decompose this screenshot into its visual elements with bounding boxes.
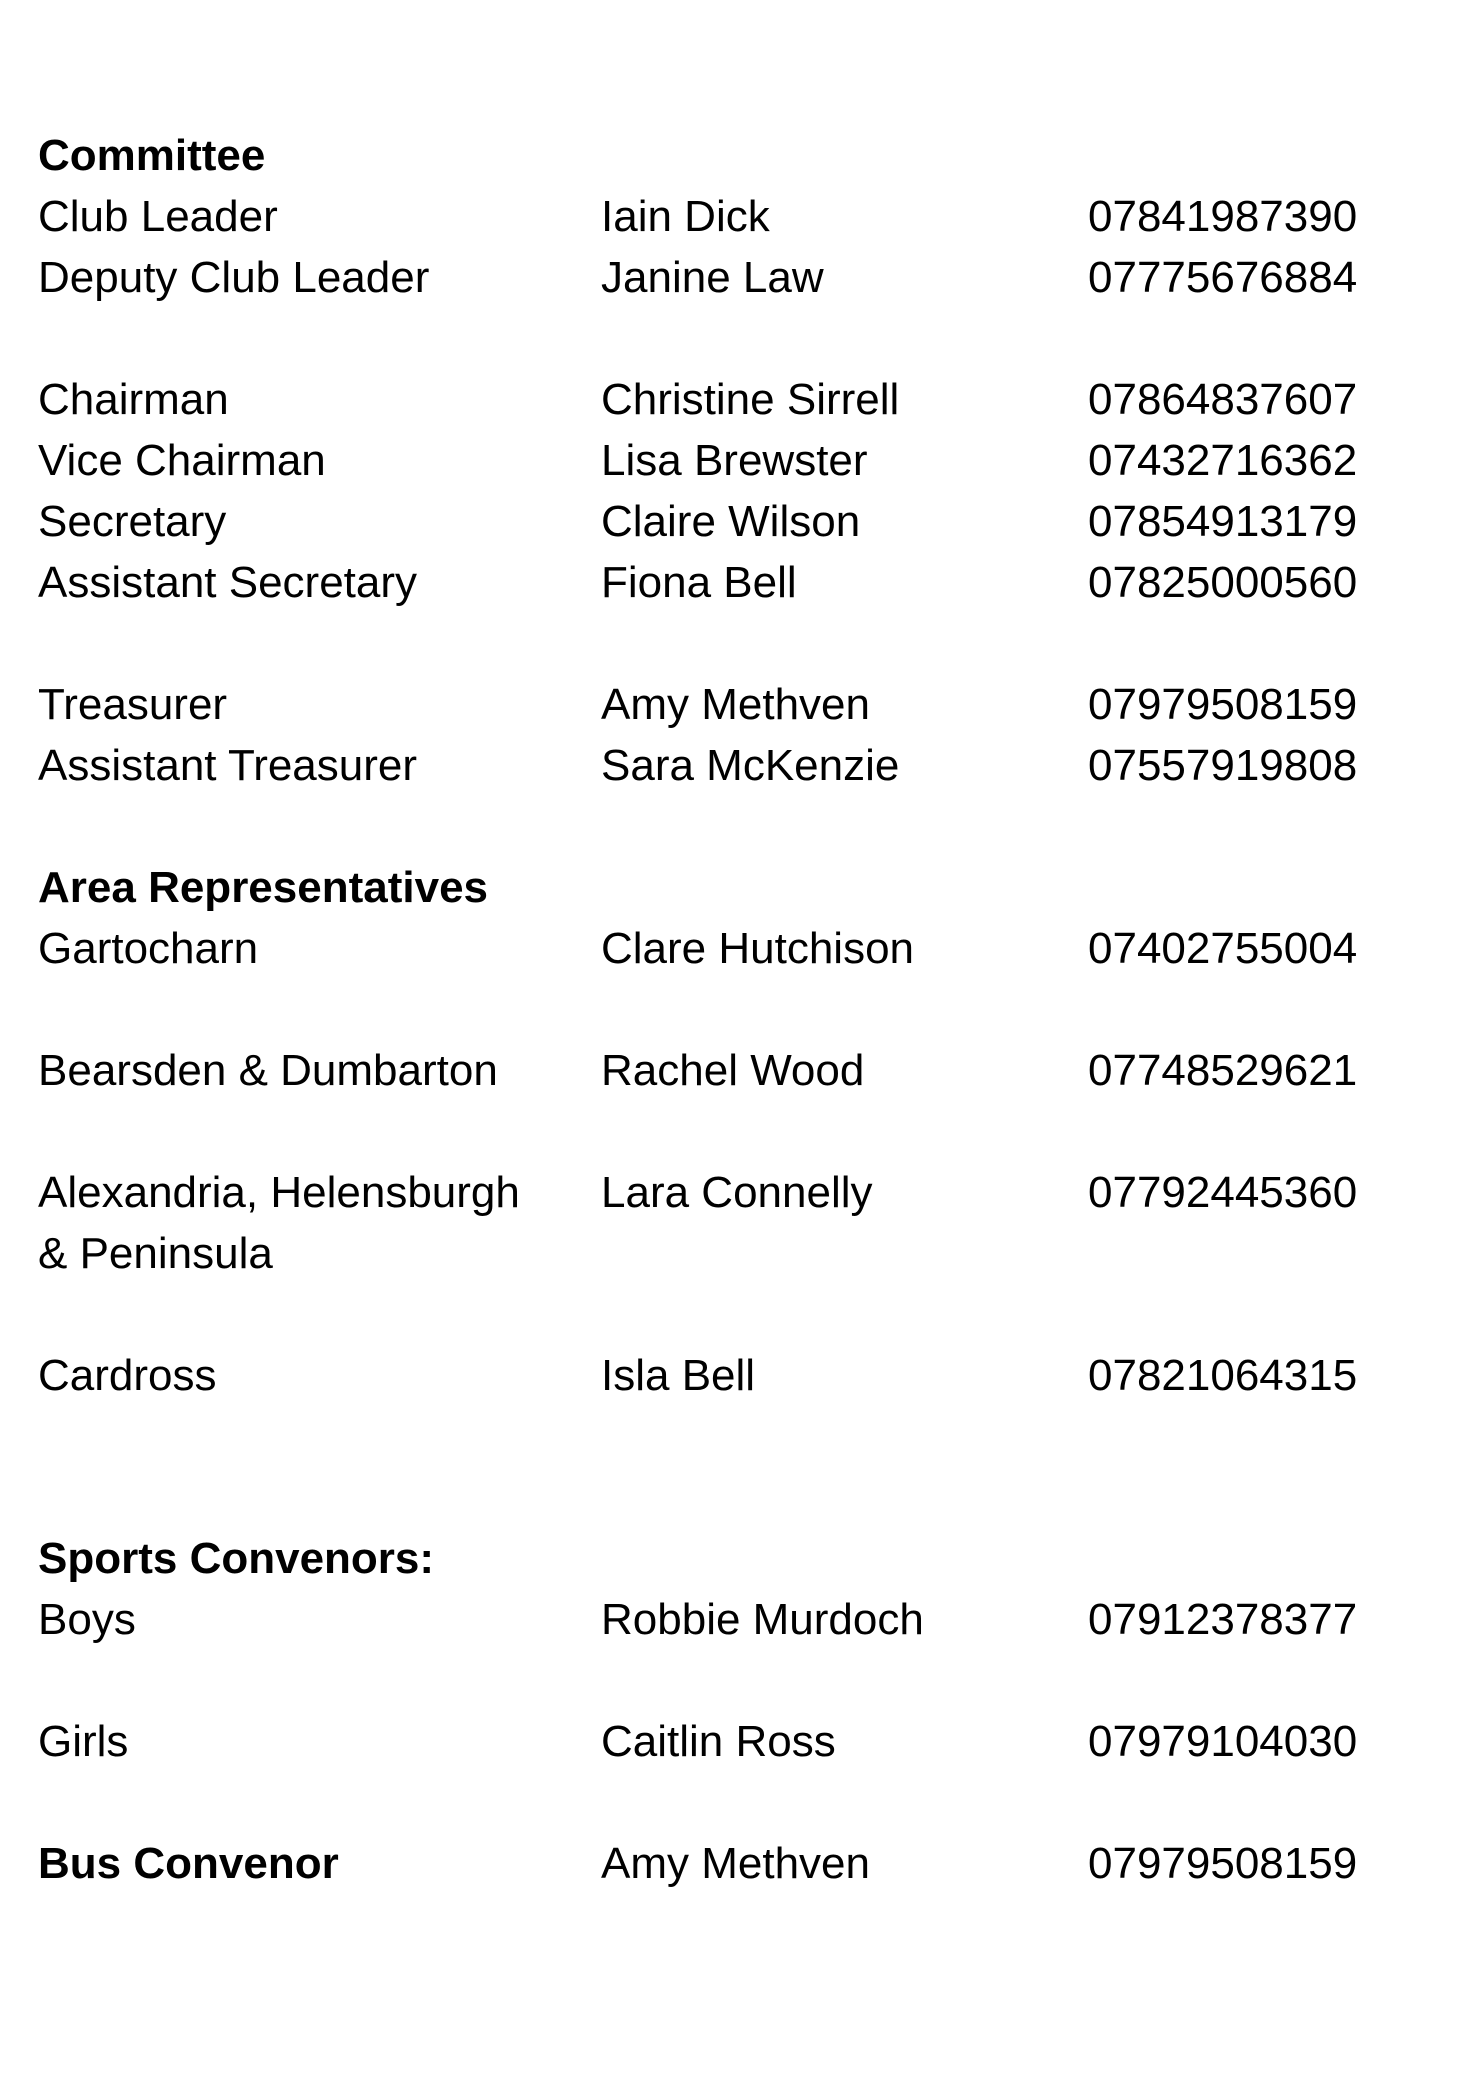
contact-row (38, 369, 1378, 430)
contact-name: Christine Sirrell (601, 375, 900, 424)
phone-number: 07864837607 (1088, 375, 1358, 424)
role-label: Chairman (38, 375, 229, 424)
contact-row (38, 1833, 1378, 1894)
spacer (38, 308, 1378, 369)
role-label: Deputy Club Leader (38, 253, 430, 302)
contact-row (38, 918, 1378, 979)
phone-number: 07841987390 (1088, 192, 1358, 241)
contact-row (38, 674, 1378, 735)
spacer (38, 796, 1378, 857)
area-label: Cardross (38, 1351, 217, 1400)
contact-list (38, 125, 1378, 1894)
spacer (38, 1772, 1378, 1833)
contact-name: Janine Law (601, 253, 824, 302)
contact-name: Lisa Brewster (601, 436, 868, 485)
role-label: Boys (38, 1595, 136, 1644)
section-heading: Sports Convenors: (38, 1534, 435, 1583)
phone-number: 07979104030 (1088, 1717, 1358, 1766)
spacer (38, 1650, 1378, 1711)
area-label: Bearsden & Dumbarton (38, 1046, 498, 1095)
phone-number: 07912378377 (1088, 1595, 1358, 1644)
contact-name: Iain Dick (601, 192, 770, 241)
role-label: Assistant Secretary (38, 558, 418, 607)
phone-number: 07748529621 (1088, 1046, 1358, 1095)
phone-number: 07557919808 (1088, 741, 1358, 790)
section-heading: Committee (38, 131, 266, 180)
contact-row (38, 1162, 1378, 1223)
sports-convenors-heading (38, 1528, 1378, 1589)
role-label: Girls (38, 1717, 129, 1766)
contact-name: Claire Wilson (601, 497, 861, 546)
contact-row (38, 1345, 1378, 1406)
contact-name: Amy Methven (601, 1839, 870, 1888)
contact-name: Amy Methven (601, 680, 870, 729)
contact-name: Robbie Murdoch (601, 1595, 924, 1644)
contact-row (38, 491, 1378, 552)
contact-name: Caitlin Ross (601, 1717, 836, 1766)
phone-number: 07821064315 (1088, 1351, 1358, 1400)
committee-heading (38, 125, 1378, 186)
role-label: Club Leader (38, 192, 278, 241)
spacer (38, 613, 1378, 674)
spacer (38, 979, 1378, 1040)
area-representatives-heading (38, 857, 1378, 918)
phone-number: 07432716362 (1088, 436, 1358, 485)
contact-row (38, 1589, 1378, 1650)
contact-row (38, 186, 1378, 247)
role-label: Treasurer (38, 680, 228, 729)
phone-number: 07402755004 (1088, 924, 1358, 973)
section-heading: Area Representatives (38, 863, 489, 912)
section-heading: Bus Convenor (38, 1839, 339, 1888)
contact-row (38, 247, 1378, 308)
phone-number: 07979508159 (1088, 680, 1358, 729)
contact-row (38, 430, 1378, 491)
contact-name: Lara Connelly (601, 1168, 873, 1217)
spacer (38, 1284, 1378, 1345)
area-label: Gartocharn (38, 924, 259, 973)
spacer (38, 1406, 1378, 1528)
area-label-line2: & Peninsula (38, 1229, 273, 1278)
contact-row (38, 552, 1378, 613)
role-label: Secretary (38, 497, 227, 546)
phone-number: 07854913179 (1088, 497, 1358, 546)
area-label: Alexandria, Helensburgh (38, 1168, 520, 1217)
contact-name: Rachel Wood (601, 1046, 865, 1095)
contact-name: Clare Hutchison (601, 924, 915, 973)
spacer (38, 1101, 1378, 1162)
contact-row-continuation (38, 1223, 1378, 1284)
contact-name: Fiona Bell (601, 558, 797, 607)
role-label: Assistant Treasurer (38, 741, 418, 790)
phone-number: 07825000560 (1088, 558, 1358, 607)
contact-row (38, 1040, 1378, 1101)
phone-number: 07792445360 (1088, 1168, 1358, 1217)
contact-name: Isla Bell (601, 1351, 756, 1400)
phone-number: 07979508159 (1088, 1839, 1358, 1888)
contact-name: Sara McKenzie (601, 741, 900, 790)
contact-row (38, 735, 1378, 796)
contact-row (38, 1711, 1378, 1772)
role-label: Vice Chairman (38, 436, 326, 485)
phone-number: 07775676884 (1088, 253, 1358, 302)
